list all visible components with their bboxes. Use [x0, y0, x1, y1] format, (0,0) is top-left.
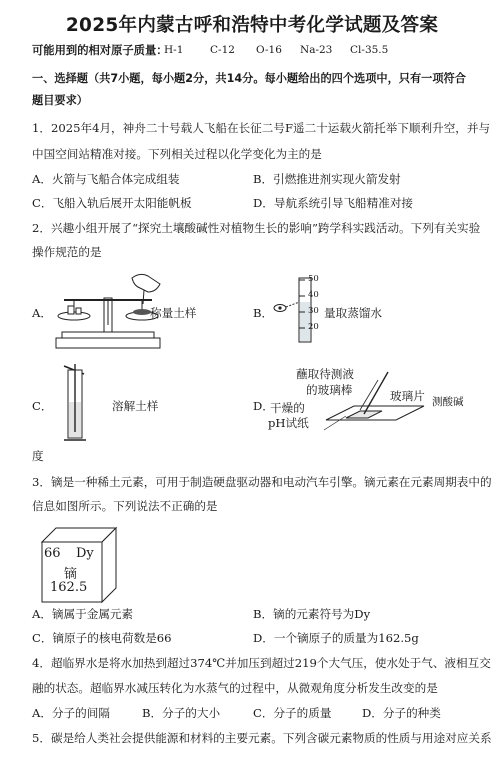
q2-option-d-letter[interactable]: D．: [253, 399, 274, 413]
q2-option-c-letter[interactable]: C．: [32, 399, 53, 413]
q4-stem-line1: 4．超临界水是将水加热到超过374℃并加压到超过219个大气压，使水处于气、液相互交: [32, 656, 491, 670]
mass-na: Na-23: [300, 44, 333, 56]
cylinder-tick-50: 50: [308, 274, 319, 284]
ph-paper-label-line1: 干燥的: [270, 401, 305, 415]
page-title: 2025年内蒙古呼和浩特中考化学试题及答案: [65, 15, 439, 36]
cylinder-tick-30: 30: [308, 306, 319, 316]
q1-stem-line1: 1．2025年4月，神舟二十号载人飞船在长征二号F遥二十运载火箭托举下顺利升空，并与: [32, 121, 491, 135]
mass-c: C-12: [210, 44, 235, 56]
dissolving-cylinder-illustration: [58, 362, 98, 442]
q2-stem-line2: 操作规范的是: [32, 245, 102, 259]
q1-stem-line2: 中国空间站精准对接。下列相关过程以化学变化为主的是: [32, 147, 322, 161]
section1-heading-line2: 题目要求）: [32, 94, 88, 107]
mass-cl: Cl-35.5: [350, 44, 389, 56]
q3-stem-line1: 3．镝是一种稀土元素，可用于制造硬盘驱动器和电动汽车引擎。镝元素在元素周期表中的: [32, 475, 492, 489]
atomic-masses-row: [32, 42, 482, 59]
q3-option-a[interactable]: A．镝属于金属元素: [32, 607, 134, 621]
section1-heading-line1: 一、选择题（共7小题，每小题2分，共14分。每小题给出的四个选项中，只有一项符合: [32, 72, 466, 85]
ph-rod-label-line1: 蘸取待测液: [296, 367, 354, 381]
element-mass: 162.5: [50, 580, 88, 595]
element-card-dy: [42, 528, 112, 594]
cylinder-tick-20: 20: [308, 322, 319, 332]
q2-option-b-label: 量取蒸馏水: [324, 306, 382, 320]
q2-option-a-letter[interactable]: A．: [32, 306, 52, 320]
q2-option-c-label: 溶解土样: [112, 399, 159, 413]
q4-option-c[interactable]: C．分子的质量: [253, 706, 332, 720]
q4-option-d[interactable]: D．分子的种类: [362, 706, 441, 720]
q1-option-d[interactable]: D．导航系统引导飞船精准对接: [253, 196, 414, 210]
q3-option-c[interactable]: C．镝原子的核电荷数是66: [32, 631, 172, 645]
q4-option-a[interactable]: A．分子的间隔: [32, 706, 110, 720]
mass-o: O-16: [256, 44, 282, 56]
element-symbol: Dy: [76, 546, 94, 561]
mass-h: H-1: [164, 44, 184, 56]
ph-measure-label: 测酸碱: [432, 396, 464, 408]
q2-option-d-tail: 度: [32, 449, 44, 463]
q1-option-c[interactable]: C．飞船入轨后展开太阳能帆板: [32, 196, 192, 210]
atomic-masses-label: 可能用到的相对原子质量：: [32, 44, 168, 57]
ph-rod-label-line2: 的玻璃棒: [306, 383, 353, 397]
q5-stem-line1: 5．碳是给人类社会提供能源和材料的主要元素。下列含碳元素物质的性质与用途对应关系: [32, 731, 492, 745]
q4-option-b[interactable]: B．分子的大小: [142, 706, 221, 720]
q4-stem-line2: 融的状态。超临界水减压转化为水蒸气的过程中，从微观角度分析发生改变的是: [32, 681, 438, 695]
cylinder-tick-40: 40: [308, 290, 319, 300]
q1-option-b[interactable]: B．引燃推进剂实现火箭发射: [253, 172, 401, 186]
ph-paper-label-line2: pH试纸: [268, 416, 309, 430]
q2-option-b-letter[interactable]: B．: [253, 306, 274, 320]
ph-glass-label: 玻璃片: [390, 389, 425, 403]
q3-option-d[interactable]: D．一个镝原子的质量为162.5g: [253, 631, 419, 645]
q2-stem-line1: 2．兴趣小组开展了“探究土壤酸碱性对植物生长的影响”跨学科实践活动。下列有关实验: [32, 221, 481, 235]
q3-option-b[interactable]: B．镝的元素符号为Dy: [253, 607, 371, 621]
q2-option-a-label: 称量土样: [150, 306, 197, 320]
element-number: 66: [44, 546, 61, 561]
q3-stem-line2: 信息如图所示。下列说法不正确的是: [32, 499, 218, 513]
q1-option-a[interactable]: A．火箭与飞船合体完成组装: [32, 172, 180, 186]
element-name: 镝: [64, 567, 78, 582]
